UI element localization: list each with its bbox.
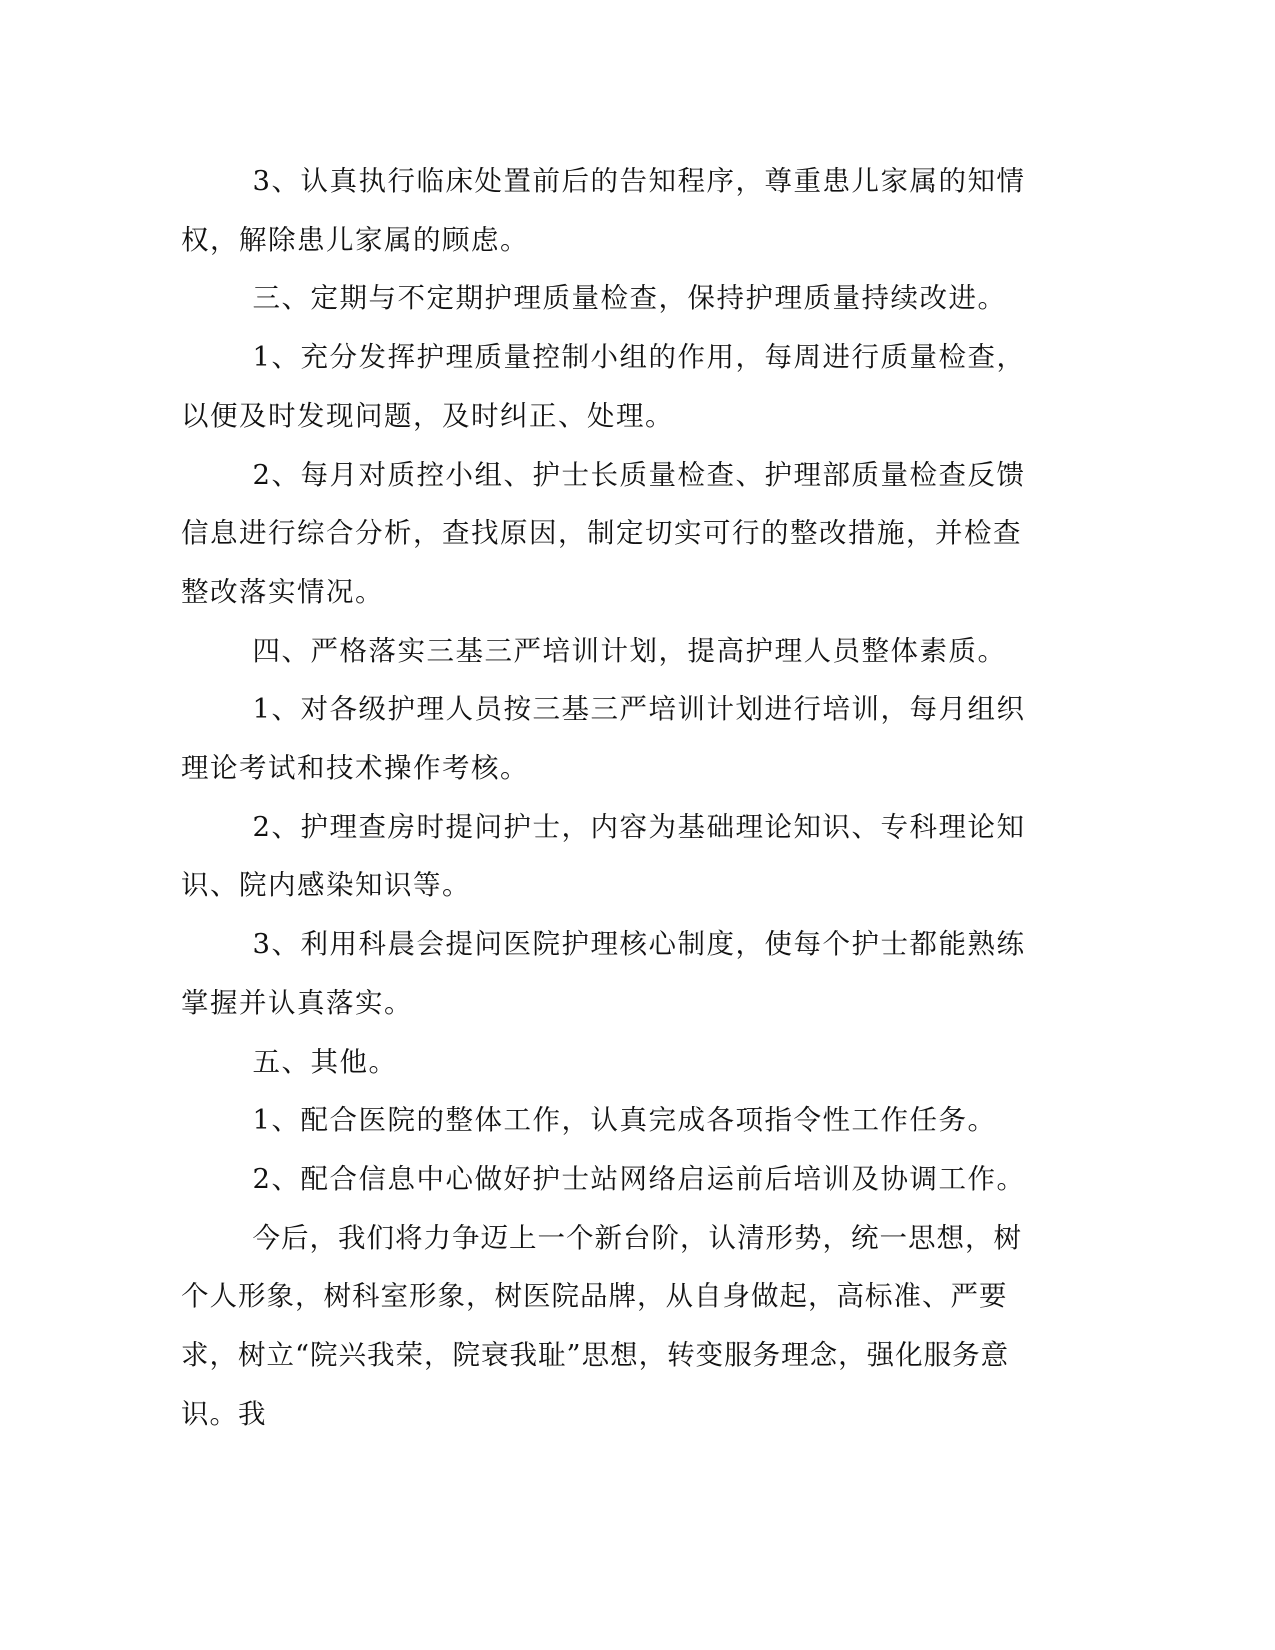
paragraph-item-3-morning-meeting: 3、利用科晨会提问医院护理核心制度，使每个护士都能熟练掌握并认真落实。 [181,928,1026,1019]
document-body [181,152,1041,1443]
paragraph-future-outlook: 今后，我们将力争迈上一个新台阶，认清形势，统一思想，树个人形象，树科室形象，树医院品牌，从自身做起，高标准、严要求，树立“院兴我荣，院衰我耻”思想，转变服务理念，强化服务意识。我 [181,1221,1022,1430]
section-heading-5-other: 五、其他。 [252,1045,398,1078]
paragraph-item-3-notification: 3、认真执行临床处置前后的告知程序，尊重患儿家属的知情权，解除患儿家属的顾虑。 [181,165,1026,256]
paragraph-item-2-network-training: 2、配合信息中心做好护士站网络启运前后培训及协调工作。 [252,1162,1026,1195]
paragraph-item-1-staff-training: 1、对各级护理人员按三基三严培训计划进行培训，每月组织理论考试和技术操作考核。 [181,693,1026,785]
section-heading-3-quality-inspection: 三、定期与不定期护理质量检查，保持护理质量持续改进。 [252,282,1007,315]
paragraph-item-1-quality-group: 1、充分发挥护理质量控制小组的作用，每周进行质量检查，以便及时发现问题，及时纠正、处理。 [181,341,1026,432]
paragraph-item-2-monthly-analysis: 2、每月对质控小组、护士长质量检查、护理部质量检查反馈信息进行综合分析，查找原因，制定切实可行的整改措施，并检查整改落实情况。 [181,458,1026,608]
paragraph-item-1-hospital-work: 1、配合医院的整体工作，认真完成各项指令性工作任务。 [252,1104,997,1137]
paragraph-item-2-ward-rounds: 2、护理查房时提问护士，内容为基础理论知识、专科理论知识、院内感染知识等。 [181,810,1026,902]
section-heading-4-training: 四、严格落实三基三严培训计划，提高护理人员整体素质。 [252,634,1007,667]
